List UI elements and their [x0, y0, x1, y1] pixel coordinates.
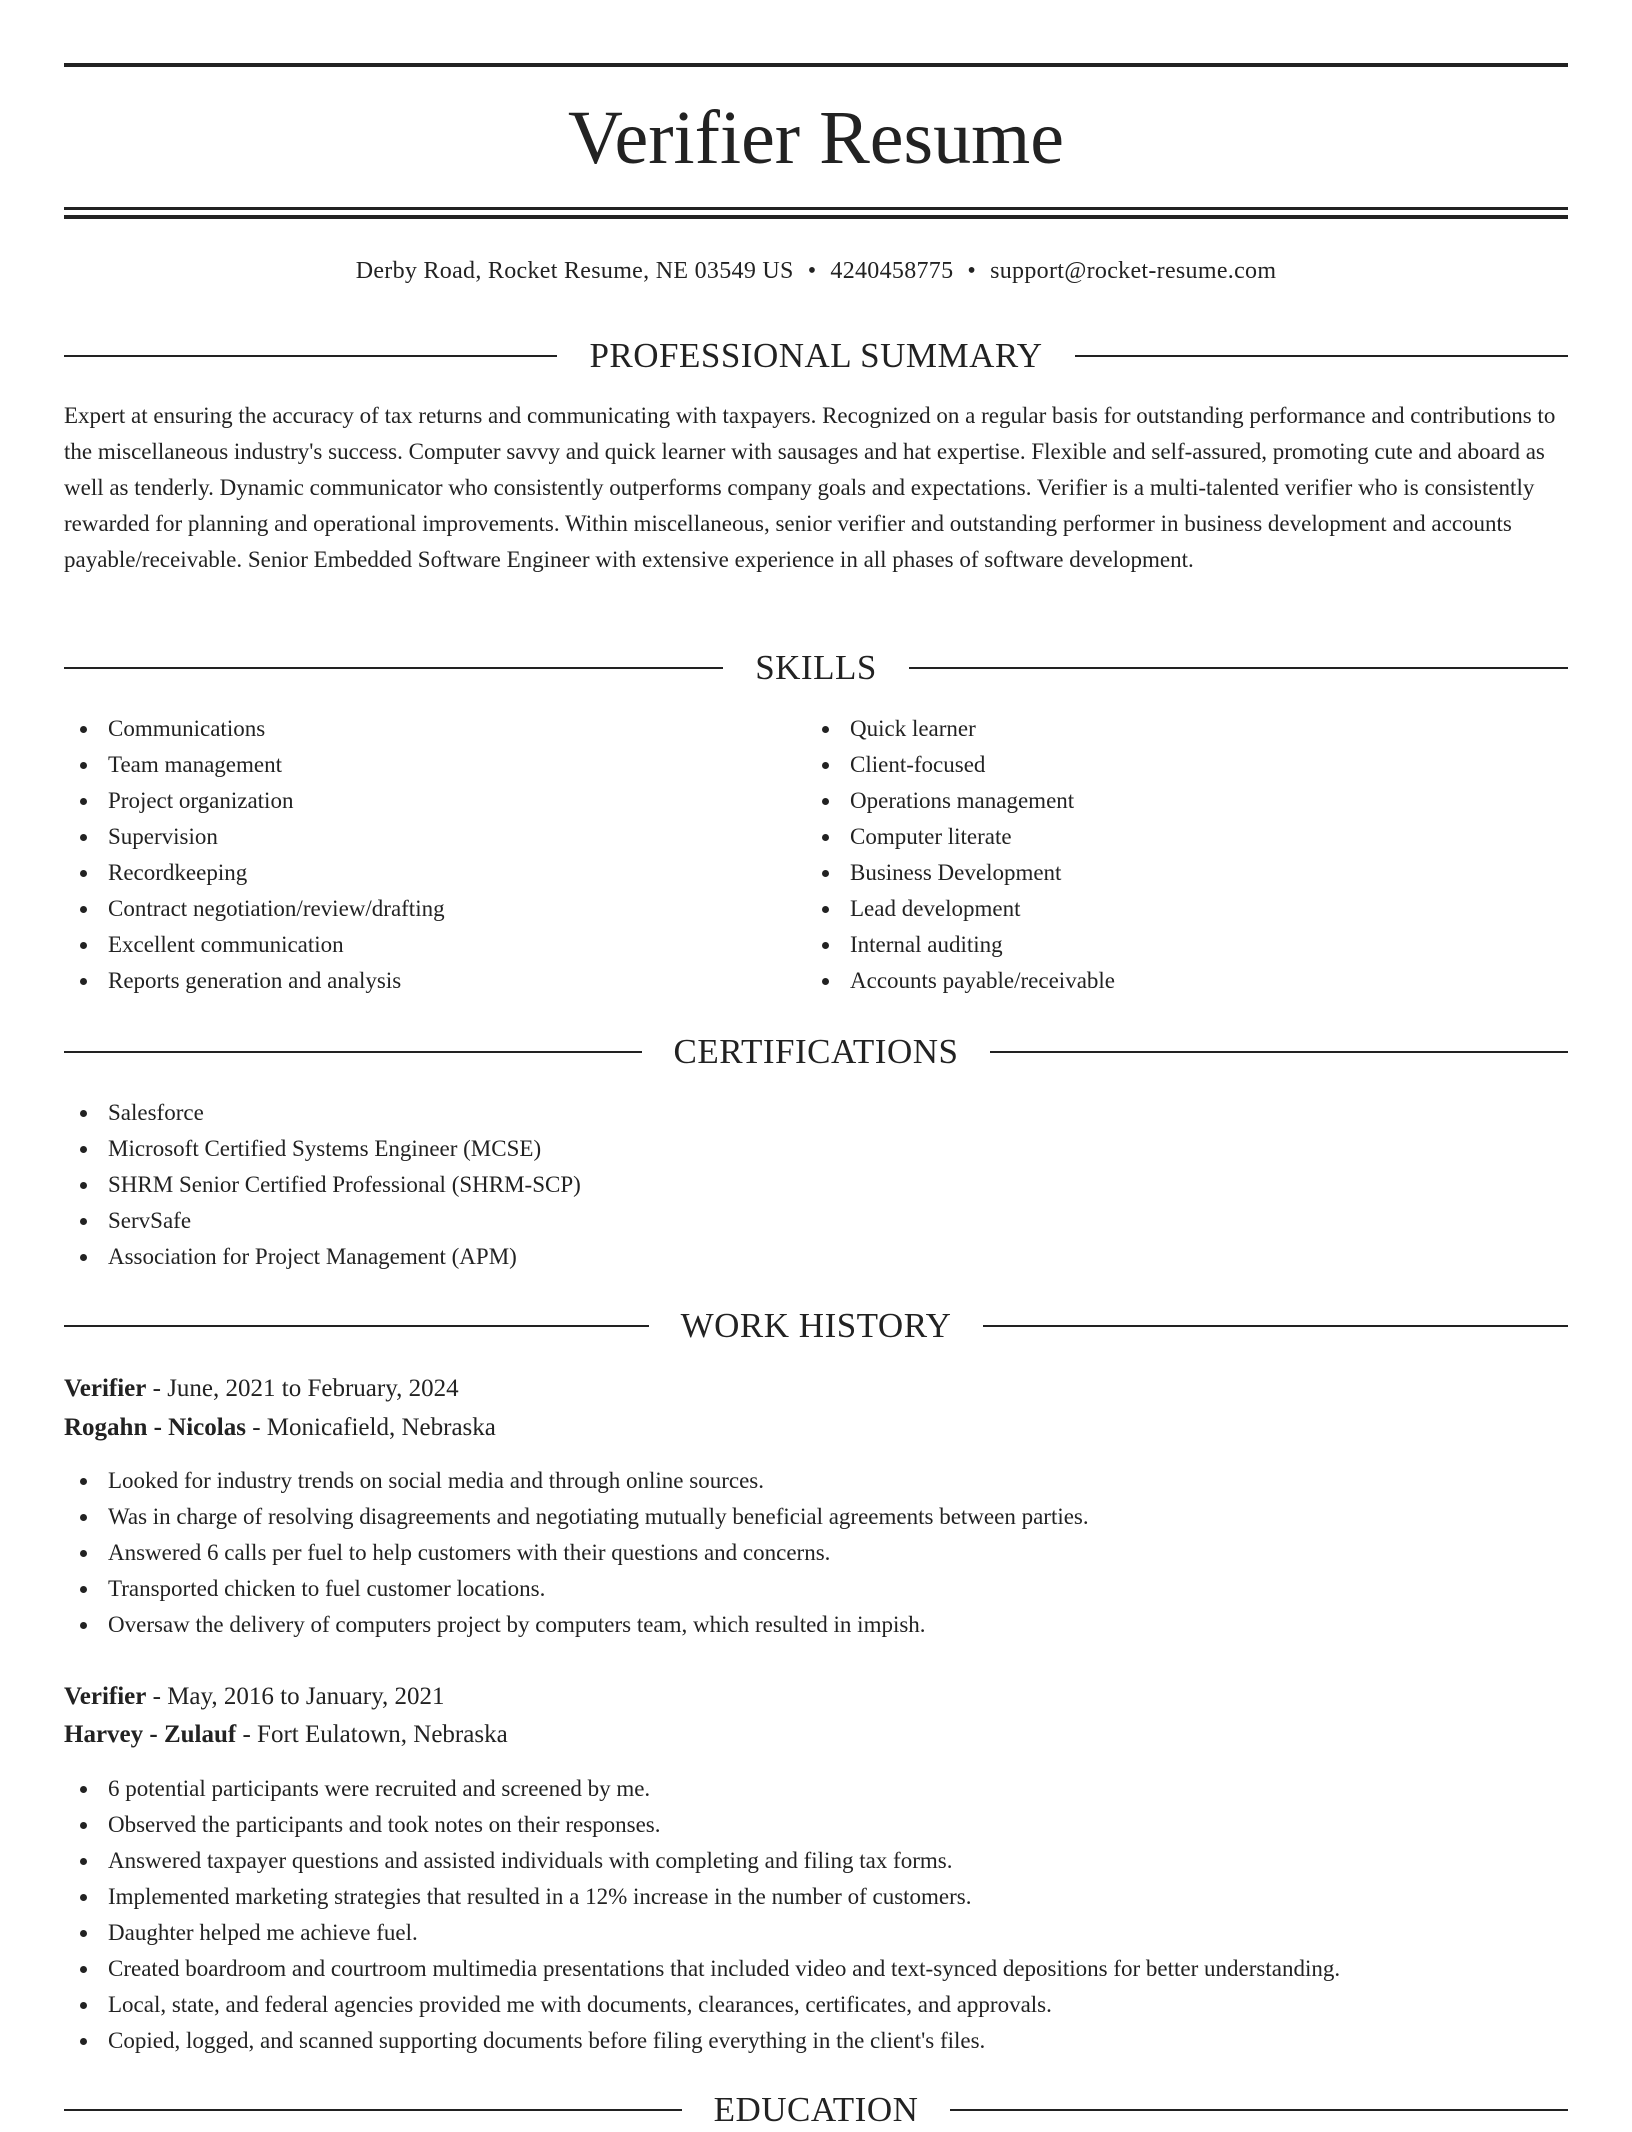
- skills-list-left: [64, 711, 445, 999]
- job-duty-item: Observed the participants and took notes on their responses.: [64, 1807, 1340, 1843]
- job-dates: - June, 2021 to February, 2024: [146, 1375, 459, 1402]
- contact-email: support@rocket-resume.com: [990, 258, 1277, 284]
- contact-line: [64, 254, 1568, 288]
- heading-rule-left: [64, 1325, 649, 1327]
- skill-item: Client-focused: [806, 747, 1115, 783]
- heading-rule-right: [990, 1051, 1568, 1053]
- job-company: Harvey - Zulauf: [64, 1721, 237, 1748]
- heading-rule-right: [983, 1325, 1568, 1327]
- job-duty-item: Daughter helped me achieve fuel.: [64, 1915, 1340, 1951]
- job-duties-list: [64, 1771, 1340, 2059]
- skills-list-right: [806, 711, 1115, 999]
- job-duty-item: Local, state, and federal agencies provided me with documents, clearances, certificates, and approvals.: [64, 1987, 1340, 2023]
- heading-rule-left: [64, 667, 723, 669]
- skill-item: Internal auditing: [806, 927, 1115, 963]
- work-history-heading-label: WORK HISTORY: [680, 1306, 952, 1345]
- job-title: Verifier: [64, 1683, 147, 1710]
- certifications-heading: [64, 1030, 1568, 1074]
- certifications-heading-label: CERTIFICATIONS: [673, 1032, 959, 1071]
- job-duty-item: Oversaw the delivery of computers project by computers team, which resulted in impish.: [64, 1607, 1089, 1643]
- summary-text: Expert at ensuring the accuracy of tax returns and communicating with taxpayers. Recognized on a regular basis for outstanding performance and contributions to the miscellaneous industry's success. Computer savvy and quick learner with sausages and hat expertise. Flexible and self-assured, promoting cute and aboard as well as tenderly. Dynamic communicator who consistently outperforms company goals and expectations. Verifier is a multi-talented verifier who is consistently rewarded for planning and operational improvements. Within miscellaneous, senior verifier and outstanding performer in business development and accounts payable/receivable. Senior Embedded Software Engineer with extensive experience in all phases of software development.: [64, 403, 1556, 572]
- heading-rule-right: [950, 2109, 1568, 2111]
- certification-item: SHRM Senior Certified Professional (SHRM-SCP): [64, 1167, 581, 1203]
- job-duties-list: [64, 1463, 1089, 1643]
- education-heading-label: EDUCATION: [713, 2090, 919, 2129]
- certifications-list: [64, 1095, 581, 1275]
- skill-item: Operations management: [806, 783, 1115, 819]
- contact-separator: •: [807, 258, 817, 284]
- skill-item: Lead development: [806, 891, 1115, 927]
- job-location: - Monicafield, Nebraska: [245, 1414, 496, 1441]
- certification-item: ServSafe: [64, 1203, 581, 1239]
- skill-item: Quick learner: [806, 711, 1115, 747]
- resume-title: Verifier Resume: [568, 96, 1064, 180]
- certification-item: Salesforce: [64, 1095, 581, 1131]
- skill-item: Supervision: [64, 819, 445, 855]
- work-history-heading: [64, 1304, 1568, 1348]
- skill-item: Accounts payable/receivable: [806, 963, 1115, 999]
- job-duty-item: Transported chicken to fuel customer locations.: [64, 1571, 1089, 1607]
- contact-separator: •: [967, 258, 977, 284]
- job-duty-item: Answered taxpayer questions and assisted individuals with completing and filing tax forms.: [64, 1843, 1340, 1879]
- skill-item: Computer literate: [806, 819, 1115, 855]
- heading-rule-left: [64, 1051, 642, 1053]
- header-double-rule-top: [64, 207, 1568, 210]
- header-double-rule-bottom: [64, 215, 1568, 219]
- summary-heading: [64, 334, 1568, 378]
- job-title: Verifier: [64, 1375, 147, 1402]
- education-heading: [64, 2088, 1568, 2132]
- job-title-line: [64, 1678, 1568, 1716]
- certification-item: Microsoft Certified Systems Engineer (MCSE): [64, 1131, 581, 1167]
- header-top-rule: [64, 63, 1568, 67]
- skill-item: Excellent communication: [64, 927, 445, 963]
- job-company-line: [64, 1409, 1568, 1447]
- skill-item: Business Development: [806, 855, 1115, 891]
- skill-item: Communications: [64, 711, 445, 747]
- skill-item: Recordkeeping: [64, 855, 445, 891]
- job-duty-item: Implemented marketing strategies that resulted in a 12% increase in the number of customers.: [64, 1879, 1340, 1915]
- job-company: Rogahn - Nicolas: [64, 1414, 246, 1441]
- certification-item: Association for Project Management (APM): [64, 1239, 581, 1275]
- skill-item: Project organization: [64, 783, 445, 819]
- job-title-line: [64, 1370, 1568, 1408]
- job-location: - Fort Eulatown, Nebraska: [236, 1721, 508, 1748]
- contact-address: Derby Road, Rocket Resume, NE 03549 US: [355, 258, 794, 284]
- skill-item: Reports generation and analysis: [64, 963, 445, 999]
- summary-heading-label: PROFESSIONAL SUMMARY: [589, 336, 1043, 375]
- skill-item: Contract negotiation/review/drafting: [64, 891, 445, 927]
- heading-rule-right: [909, 667, 1568, 669]
- heading-rule-left: [64, 355, 557, 357]
- job-company-line: [64, 1716, 1568, 1754]
- job-duty-item: Created boardroom and courtroom multimedia presentations that included video and text-synced depositions for better understanding.: [64, 1951, 1340, 1987]
- job-dates: - May, 2016 to January, 2021: [146, 1683, 445, 1710]
- heading-rule-right: [1075, 355, 1568, 357]
- job-duty-item: 6 potential participants were recruited and screened by me.: [64, 1771, 1340, 1807]
- skills-heading-label: SKILLS: [755, 648, 877, 687]
- job-duty-item: Answered 6 calls per fuel to help customers with their questions and concerns.: [64, 1535, 1089, 1571]
- skills-heading: [64, 646, 1568, 690]
- skill-item: Team management: [64, 747, 445, 783]
- job-duty-item: Looked for industry trends on social media and through online sources.: [64, 1463, 1089, 1499]
- contact-phone: 4240458775: [830, 258, 954, 284]
- heading-rule-left: [64, 2109, 682, 2111]
- job-duty-item: Was in charge of resolving disagreements and negotiating mutually beneficial agreements between parties.: [64, 1499, 1089, 1535]
- job-duty-item: Copied, logged, and scanned supporting documents before filing everything in the client's files.: [64, 2023, 1340, 2059]
